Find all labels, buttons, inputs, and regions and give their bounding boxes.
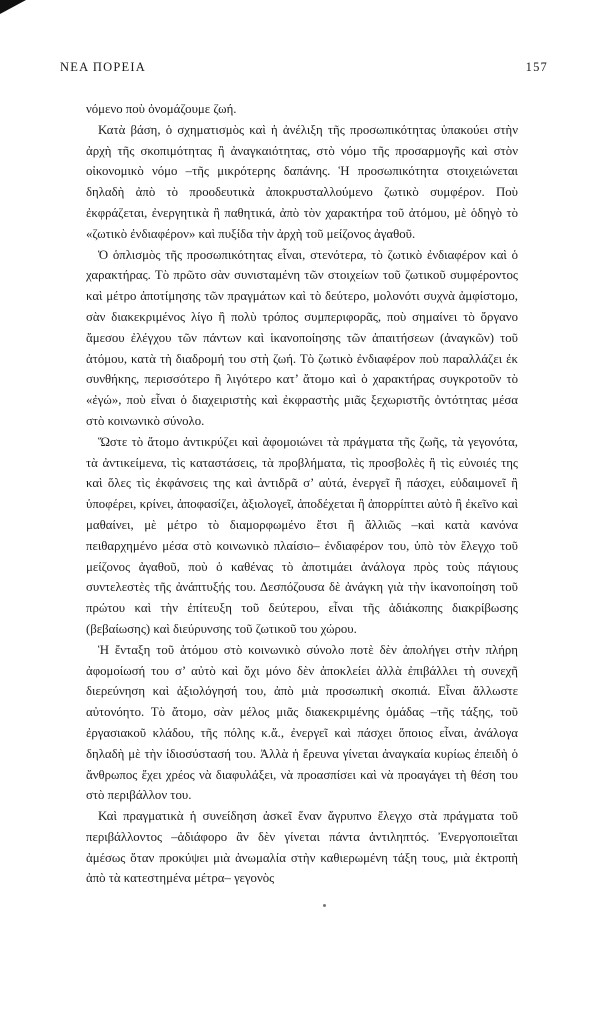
paragraph: Ὥστε τὸ ἄτομο ἀντικρύζει καὶ ἀφομοιώνει τὰ πράγματα τῆς ζωῆς, τὰ γεγονότα, τὰ ἀντικείμενα, τὶς καταστάσεις, τὰ προβλήματα, τὶς προσβολὲς ἢ τὶς εὐνοιές της καὶ ὅλες τὶς ἐκφάνσεις της καὶ ἀντιδρᾶ σ’ αὐτά, ἐνεργεῖ ἢ πάσχει, εὐδαιμονεῖ ἢ ὑποφέρει, κρίνει, ἀποφασίζει, ἀξιολογεῖ, ἀποδέχεται ἢ ἀπορρίπτει αὐτὸ ἢ ἐκεῖνο καὶ μαθαίνει, μὲ μέτρο τὸ διαμορφωμένο ἔτσι ἢ ἄλλιῶς –καὶ κατὰ κανόνα πειθαρχημένο μέσα στὸ κοινωνικὸ πλαίσιο– ἐνδιαφέρον του, ὑπὸ τὸν ἔλεγχο τοῦ μείζονος ἀγαθοῦ, ποὺ ὁ καθένας τὸ ἀποτιμάει ἀνάλογα πρὸς τοὺς πάγιους συντελεστὲς τῆς ἀνάπτυξής του. Δεσπόζουσα δὲ ἀνάγκη γιὰ τὴν ἱκανοποίηση τοῦ πρώτου καὶ τὴν ἐπίτευξη τοῦ δεύτερου, εἶναι τῆς ἀδιάκοπης διακρίβωσης (βεβαίωσης) καὶ διεύρυνσης τοῦ ζωτικοῦ του χώρου.: [86, 434, 518, 636]
paragraph: Ὁ ὁπλισμὸς τῆς προσωπικότητας εἶναι, στενότερα, τὸ ζωτικὸ ἐνδιαφέρον καὶ ὁ χαρακτήρας. Τὸ πρῶτο σὰν συνισταμένη τῶν στοιχείων τοῦ ζωτικοῦ συμφέροντος καὶ μέτρο ἀποτίμησης τῶν πραγμάτων καὶ τὸ δεύτερο, μολονότι συχνὰ ἀμφίστομο, σὰν διακεκριμένος λίγο ἢ πολὺ τρόπος συμπεριφορᾶς, ποὺ σημαίνει τὸ ὄργανο ἄμεσου ἐλέγχου τῶν πάντων καὶ ἱκανοποίησης τῶν ἀπαιτήσεων (ἀναγκῶν) τοῦ ἀτόμου, κατὰ τὴ διαδρομή του στὴ ζωή. Τὸ ζωτικὸ ἐνδιαφέρον ποὺ παραλλάζει ἐκ συνθήκης, περισσότερο ἢ λιγότερο κατ’ ἄτομο καὶ ὁ χαρακτήρας συγκροτοῦν τὸ «ἐγώ», ποὺ εἶναι ὁ διαχειριστὴς καὶ ἐκφραστὴς μιᾶς ξεχωριστῆς ὀντότητας μέσα στὸ κοινωνικὸ σύνολο.: [86, 247, 518, 428]
paragraph: Ἡ ἔνταξη τοῦ ἀτόμου στὸ κοινωνικὸ σύνολο ποτὲ δὲν ἀπολήγει στὴν πλήρη ἀφομοίωσή του σ’ αὐτὸ καὶ ὄχι μόνο δὲν ἀποκλείει ἀλλὰ ἐπιβάλλει τὴ συνεχῆ διερεύνηση καὶ ἀξιολόγησή του, ἀπὸ μιὰ προσωπικὴ σκοπιά. Εἶναι ἄλλωστε αὐτονόητο. Τὸ ἄτομο, σὰν μέλος μιᾶς διακεκριμένης ὁμάδας –τῆς τάξης, τοῦ ἐργασιακοῦ κλάδου, τῆς πόλης κ.ἄ., ἐνεργεῖ καὶ πάσχει ὅποιος εἶναι, ἀνάλογα δηλαδὴ μὲ τὴν ἰδιοσύστασή του. Ἀλλὰ ἡ ἔρευνα γίνεται ἀναγκαία κυρίως ἐπειδὴ ὁ ἄνθρωπος ἔχει χρέος νὰ διαφυλάξει, νὰ προασπίσει καὶ νὰ προαγάγει τὴ θέση του στὸ περιβάλλον του.: [86, 642, 518, 803]
paragraph: Καὶ πραγματικὰ ἡ συνείδηση ἀσκεῖ ἕναν ἄγρυπνο ἔλεγχο στὰ πράγματα τοῦ περιβάλλοντος –ἀδιάφορο ἂν δὲν γίνεται πάντα ἀντιληπτός. Ἐνεργοποιεῖται ἀμέσως ὅταν προκύψει μιὰ ἀνωμαλία στὴν καθιερωμένη τάξη τους, μιὰ ἐκτροπὴ ἀπὸ τὰ κατεστημένα μέτρα– γεγονὸς: [86, 809, 518, 886]
page-number: 157: [525, 60, 548, 74]
running-header: [60, 60, 548, 78]
paragraph: Κατὰ βάση, ὁ σχηματισμὸς καὶ ἡ ἀνέλιξη τῆς προσωπικότητας ὑπακούει στὴν ἀρχὴ τῆς σκοπιμότητας ἢ ἀναγκαιότητας, στὸ νόμο τῆς προσαρμογῆς καὶ στὸν οἰκονομικὸ νόμο –τῆς μικρότερης δαπάνης. Ἡ προσωπικότητα στοιχειώνεται δηλαδὴ ἀπὸ τὸ προοδευτικὰ ἀποκρυσταλλούμενο ζωτικὸ συμφέρον. Ποὺ ἐκφράζεται, ἐνεργητικὰ ἢ παθητικά, ἀπὸ τὸν χαρακτήρα τοῦ ἀτόμου, μὲ ὁδηγὸ τὸ «ζωτικὸ ἐνδιαφέρον» καὶ πυξίδα τὴν ἀρχὴ τοῦ μείζονος ἀγαθοῦ.: [86, 122, 518, 241]
body-text: [86, 99, 518, 889]
paragraph-continued: νόμενο ποὺ ὀνομάζουμε ζωή.: [86, 102, 237, 116]
scan-corner-mark: [0, 0, 26, 14]
running-title: ΝΕΑ ΠΟΡΕΙΑ: [60, 60, 146, 74]
stray-ink-mark: [323, 904, 326, 907]
